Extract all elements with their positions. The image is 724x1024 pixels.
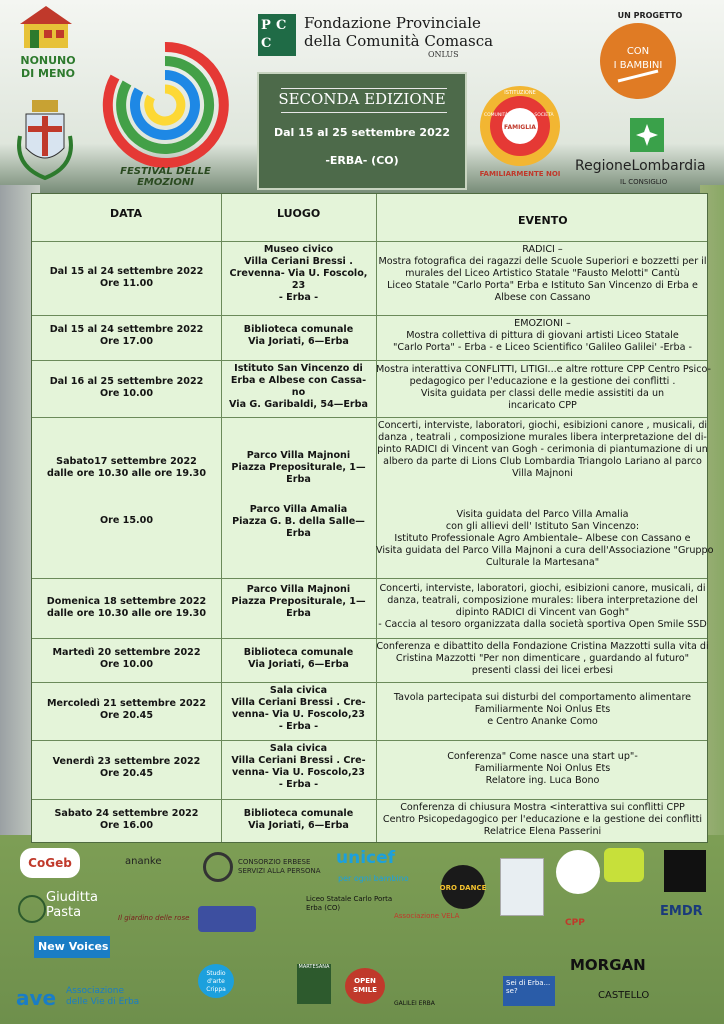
event-line: Familiarmente Noi Onlus Ets — [474, 704, 611, 715]
event-line: e Centro Ananke Como — [487, 716, 598, 727]
table-row-9-date — [32, 808, 221, 832]
table-row-7-place — [221, 685, 376, 733]
consorzio-logo — [238, 858, 321, 876]
table-row-6-date — [32, 647, 221, 671]
edition-dates: Dal 15 al 25 settembre 2022 — [273, 126, 451, 139]
table-row-4-event2 — [376, 509, 714, 569]
giuditta-icon — [18, 895, 46, 923]
regione-lombardia-sub: IL CONSIGLIO — [620, 178, 668, 186]
event-line: Relatrice Elena Passerini — [483, 826, 602, 837]
cpp-logo: CPP — [565, 918, 585, 928]
event-line: "Carlo Porta" - Erba - e Liceo Scientifico 'Galileo Galilei' -Erba - — [393, 342, 692, 353]
header-place: LUOGO — [277, 207, 321, 220]
place-line: Crevenna- Via U. Foscolo, — [229, 268, 368, 279]
place-line: Erba e Albese con Cassa- — [230, 375, 367, 386]
event-line: Liceo Statale "Carlo Porta" Erba e Istituto San Vincenzo di Erba e — [387, 280, 698, 291]
row-divider — [32, 799, 707, 800]
time-line: Ore 10.00 — [99, 659, 154, 670]
place-line: Villa Ceriani Bressi . — [244, 256, 353, 267]
row-divider — [32, 682, 707, 683]
sponsor-people-logo — [198, 906, 256, 932]
table-row-3-place — [221, 363, 376, 411]
event-line: albero da parte di Lions Club Lombardia Triangolo Lariano al parco — [383, 456, 702, 467]
event-line: Culturale la Martesana" — [485, 557, 600, 568]
oro-dance-text: ORO DANCE — [440, 884, 486, 892]
event-line: Concerti, interviste, laboratori, giochi, esibizioni canore , musicali, di — [377, 420, 708, 431]
place-line: Via Joriati, 6—Erba — [248, 659, 349, 670]
row-divider — [32, 578, 707, 579]
table-row-4-date — [32, 456, 221, 480]
table-row-4-date2 — [32, 515, 221, 527]
time-line: dalle ore 10.30 alle ore 19.30 — [46, 608, 207, 619]
table-row-2-place — [221, 324, 376, 348]
date-line: Mercoledì 21 settembre 2022 — [46, 698, 207, 709]
familiarmente-seal-istituzione: ISTITUZIONE — [504, 90, 536, 96]
event-line: Visita guidata del Parco Villa Amalia — [456, 509, 629, 520]
event-line: danza, teatrali, composizione murales: libera interpretazione del — [387, 595, 698, 606]
event-line: Cristina Mazzotti "Per non dimenticare , guardando al futuro" — [395, 653, 690, 664]
event-line: Concerti, interviste, laboratori, giochi, esibizioni canore, musicali, di — [379, 583, 706, 594]
studio-crippa-logo — [198, 964, 234, 998]
place-line: Parco Villa Amalia — [249, 504, 348, 515]
martesana-logo: MARTESANA — [297, 964, 331, 1004]
header-event: EVENTO — [518, 214, 568, 227]
date-line: Domenica 18 settembre 2022 — [46, 596, 207, 607]
table-row-2-event — [376, 318, 709, 354]
event-line: pinto RADICI di Vincent van Gogh - cerimonia di piantumazione di un — [377, 444, 708, 455]
festival-emozioni-logo — [95, 25, 235, 185]
open-smile-logo — [345, 968, 385, 1004]
familiarmente-noi-logo — [474, 84, 566, 184]
time-line: Ore 15.00 — [99, 515, 154, 526]
place-line: - Erba - — [278, 292, 319, 303]
place-line: Via Joriati, 6—Erba — [248, 336, 349, 347]
event-line: Mostra fotografica dei ragazzi delle Scuole Superiori e bozzetti per il — [378, 256, 707, 267]
con-i-bambini-project: UN PROGETTO — [617, 11, 683, 20]
event-line: - Caccia al tesoro organizzata dalla società sportiva Open Smile SSD — [378, 619, 707, 630]
table-row-7-event — [376, 692, 709, 728]
open-smile-line-1: OPEN — [354, 977, 376, 985]
row-divider — [32, 740, 707, 741]
time-line: Ore 11.00 — [99, 278, 154, 289]
table-row-9-event — [376, 802, 709, 838]
place-line: Piazza Prepositurale, 1— — [231, 596, 366, 607]
sponsor-badge — [500, 858, 544, 916]
sei-di-erba-logo: Sei di Erba... se? — [503, 976, 555, 1006]
ave-icon: ave — [16, 986, 57, 1010]
table-row-4-place2 — [221, 504, 376, 540]
date-line: Sabato17 settembre 2022 — [56, 456, 197, 467]
edition-divider-top — [281, 88, 447, 89]
event-line: Familiarmente Noi Onlus Ets — [474, 763, 611, 774]
event-line: Conferenza e dibattito della Fondazione Cristina Mazzotti sulla vita di — [376, 641, 709, 652]
edition-place: -ERBA- (CO) — [325, 154, 399, 167]
table-row-3-event — [376, 364, 709, 412]
table-row-9-place — [221, 808, 376, 832]
event-line: Albese con Cassano — [494, 292, 591, 303]
giuditta-line-2: Pasta — [46, 905, 82, 920]
place-line: Biblioteca comunale — [243, 808, 354, 819]
edition-divider-bottom — [281, 112, 447, 113]
place-line: Via G. Garibaldi, 54—Erba — [229, 399, 368, 410]
event-line: Mostra collettiva di pittura di giovani artisti Liceo Statale — [406, 330, 679, 341]
festival-title: FESTIVAL DELLE EMOZIONI — [120, 166, 211, 188]
ave-line-2: delle Vie di Erba — [66, 997, 140, 1007]
time-line: Ore 16.00 — [99, 820, 154, 831]
event-line: incaricato CPP — [508, 400, 577, 411]
table-row-8-event — [376, 751, 709, 787]
place-line: - Erba - — [278, 779, 319, 790]
fondazione-logo — [258, 14, 296, 56]
place-line: Istituto San Vincenzo di — [234, 363, 363, 374]
cogeb-logo: CoGeb — [20, 848, 80, 878]
nonuno-logo — [10, 4, 82, 94]
sponsor-circle-logo — [556, 850, 600, 894]
event-line: Conferenza" Come nasce una start up"- — [447, 751, 638, 762]
liceo-line-2: Erba (CO) — [306, 904, 341, 912]
liceo-line-1: Liceo Statale Carlo Porta — [306, 895, 393, 903]
event-line: Conferenza di chiusura Mostra <interattiva sui conflitti CPP — [400, 802, 685, 813]
time-line: Ore 20.45 — [99, 710, 154, 721]
fondazione-name — [304, 14, 493, 50]
giuditta-logo — [46, 890, 98, 920]
place-line: Piazza G. B. della Salle— — [232, 516, 365, 527]
place-line: - Erba - — [278, 721, 319, 732]
consorzio-line-1: CONSORZIO ERBESE — [238, 858, 311, 866]
consorzio-line-2: SERVIZI ALLA PERSONA — [238, 867, 321, 875]
nonuno-line-2: DI MENO — [20, 67, 76, 80]
familiarmente-noi-text: FAMILIARMENTE NOI — [479, 170, 561, 178]
table-row-1-date — [32, 266, 221, 290]
open-smile-line-2: SMILE — [353, 986, 377, 994]
date-line: Dal 15 al 24 settembre 2022 — [49, 266, 204, 277]
ave-line-1: Associazione — [66, 986, 124, 996]
table-row-1-event — [376, 244, 709, 304]
place-line: Erba — [286, 474, 311, 485]
morgan-logo: MORGAN — [570, 956, 646, 974]
place-line: Biblioteca comunale — [243, 324, 354, 335]
edition-box — [257, 72, 467, 190]
familiarmente-seal-comunita: COMUNITÀ — [483, 113, 509, 118]
con-i-bambini-bambini: I BAMBINI — [613, 60, 663, 71]
nonuno-text — [10, 54, 86, 80]
table-row-6-place — [221, 647, 376, 671]
sponsor-green-logo — [604, 848, 644, 882]
event-line: RADICI – — [522, 244, 563, 255]
unicef-logo: unicef — [336, 848, 396, 868]
municipal-crest-icon — [12, 96, 78, 182]
event-line: Mostra interattiva CONFLITTI, LITIGI...e altre rotture CPP Centro Psico- — [376, 364, 711, 375]
studio-line-1: Studio — [206, 970, 226, 977]
event-line: Visita guidata per classi delle medie assistiti da un — [420, 388, 665, 399]
row-divider — [32, 360, 707, 361]
event-line: pedagogico per l'educazione e la gestione dei conflitti . — [409, 376, 676, 387]
place-line: Erba — [286, 608, 311, 619]
event-line: con gli allievi dell' Istituto San Vincenzo: — [445, 521, 640, 532]
house-icon — [18, 4, 74, 50]
new-voices-line-1: New — [38, 940, 65, 953]
regione-lombardia-icon — [630, 118, 664, 152]
event-line: Relatore ing. Luca Bono — [485, 775, 600, 786]
time-line: Ore 20.45 — [99, 768, 154, 779]
table-row-4-place — [221, 450, 376, 486]
ananke-logo: ananke — [125, 856, 162, 867]
event-line: dipinto RADICI di Vincent van Gogh" — [455, 607, 630, 618]
fondazione-name-line-2: della Comunità Comasca — [304, 32, 494, 50]
fondazione-logo-letter-p: P — [261, 18, 271, 33]
event-line: danza , teatrali , composizione murales libera interpretazione del di- — [378, 432, 707, 443]
place-line: venna- Via U. Foscolo,23 — [232, 709, 365, 720]
table-row-5-event — [376, 583, 709, 631]
unicef-sub: per ogni bambino — [338, 874, 409, 883]
place-line: Parco Villa Majnoni — [246, 450, 351, 461]
fondazione-name-line-1: Fondazione Provinciale — [304, 14, 481, 32]
ave-logo — [66, 986, 139, 1008]
table-row-1-place — [221, 244, 376, 304]
liceo-logo — [306, 895, 392, 913]
place-line: Sala civica — [269, 743, 328, 754]
event-line: Villa Majnoni — [512, 468, 573, 479]
regione-lombardia-name: RegioneLombardia — [575, 158, 706, 174]
place-line: Parco Villa Majnoni — [246, 584, 351, 595]
place-line: Villa Ceriani Bressi . Cre- — [231, 755, 366, 766]
place-line: Erba — [286, 528, 311, 539]
sponsor-black-logo — [664, 850, 706, 892]
table-row-3-date — [32, 376, 221, 400]
row-divider — [32, 315, 707, 316]
table-row-2-date — [32, 324, 221, 348]
edition-title: SECONDA EDIZIONE — [278, 90, 446, 108]
studio-line-3: Crippa — [206, 986, 226, 993]
con-i-bambini-logo — [588, 6, 698, 116]
table-row-6-event — [376, 641, 709, 677]
time-line: Ore 17.00 — [99, 336, 154, 347]
place-line: Museo civico — [263, 244, 334, 255]
table-row-8-date — [32, 756, 221, 780]
table-row-7-date — [32, 698, 221, 722]
giuditta-line-1: Giuditta — [46, 890, 98, 905]
place-line: Villa Ceriani Bressi . Cre- — [231, 697, 366, 708]
studio-line-2: d'arte — [207, 978, 225, 985]
place-line: Piazza Prepositurale, 1— — [231, 462, 366, 473]
events-table — [31, 193, 714, 843]
date-line: Venerdì 23 settembre 2022 — [52, 756, 201, 767]
event-line: presenti classi dei licei erbesi — [471, 665, 614, 676]
event-line: EMOZIONI – — [514, 318, 571, 329]
vela-logo: Associazione VELA — [394, 912, 460, 920]
table-row-8-place — [221, 743, 376, 791]
nonuno-line-1: NONUNO — [20, 54, 76, 67]
galilei-logo: GALILEI ERBA — [394, 1000, 435, 1007]
emdr-logo: EMDR — [660, 904, 703, 919]
time-line: Ore 10.00 — [99, 388, 154, 399]
place-line: 23 — [291, 280, 306, 291]
place-line: no — [291, 387, 306, 398]
table-row-4-event — [376, 420, 709, 480]
familiarmente-seal-societa: SOCIETÀ — [534, 113, 554, 118]
row-divider — [32, 241, 707, 242]
date-line: Martedì 20 settembre 2022 — [52, 647, 201, 658]
giardino-logo: Il giardino delle rose — [118, 914, 190, 922]
row-divider — [32, 638, 707, 639]
event-line: Centro Psicopedagogico per l'educazione e la gestione dei conflitti — [382, 814, 703, 825]
place-line: Biblioteca comunale — [243, 647, 354, 658]
header-date: DATA — [110, 207, 142, 220]
place-line: venna- Via U. Foscolo,23 — [232, 767, 365, 778]
new-voices-line-2: Voices — [68, 940, 109, 953]
event-line: Tavola partecipata sui disturbi del comportamento alimentare — [393, 692, 692, 703]
table-row-5-place — [221, 584, 376, 620]
row-divider — [32, 417, 707, 418]
new-voices-logo — [34, 936, 110, 958]
familiarmente-seal-famiglia: FAMIGLIA — [504, 124, 536, 131]
date-line: Dal 16 al 25 settembre 2022 — [49, 376, 204, 387]
oro-dance-icon — [440, 864, 486, 910]
fondazione-onlus: ONLUS — [428, 50, 459, 59]
time-line: dalle ore 10.30 alle ore 19.30 — [46, 468, 207, 479]
event-line: Istituto Professionale Agro Ambientale– Albese con Cassano e — [394, 533, 691, 544]
fondazione-logo-letter-c: C — [276, 18, 287, 33]
place-line: Via Joriati, 6—Erba — [248, 820, 349, 831]
event-line: Visita guidata del Parco Villa Majnoni a cura dell'Associazione "Gruppo — [376, 545, 714, 556]
fondazione-logo-letter-c2: C — [261, 36, 272, 51]
consorzio-icon — [203, 852, 233, 882]
con-i-bambini-con: CON — [626, 46, 650, 57]
event-line: murales del Liceo Artistico Statale "Fausto Melotti" Cantù — [405, 268, 680, 279]
date-line: Sabato 24 settembre 2022 — [54, 808, 199, 819]
date-line: Dal 15 al 24 settembre 2022 — [49, 324, 204, 335]
table-row-5-date — [32, 596, 221, 620]
castello-logo: CASTELLO — [598, 990, 650, 1001]
place-line: Sala civica — [269, 685, 328, 696]
